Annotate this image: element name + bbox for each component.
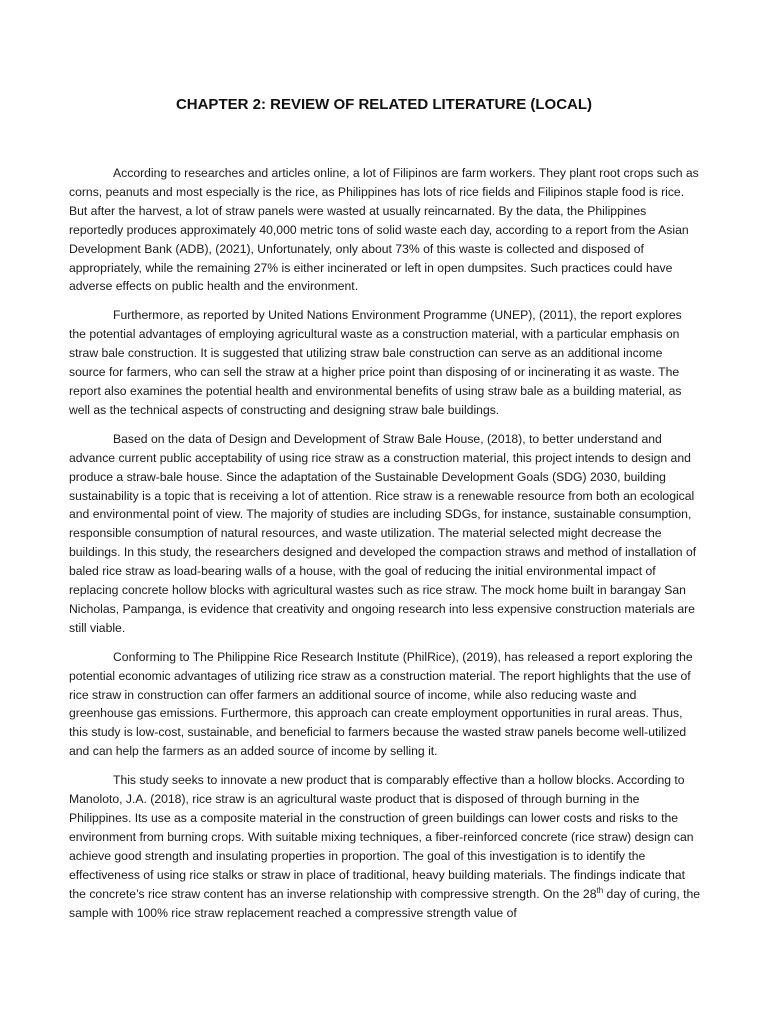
paragraph-4: Conforming to The Philippine Rice Research Institute (PhilRice), (2019), has released a report exploring the potential economic advantages of utilizing rice straw as a construction material. The report highlights that the use of rice straw in construction can offer farmers an additional source of income, while also reducing waste and greenhouse gas emissions. Furthermore, this approach can create employment opportunities in rural areas. Thus, this study is low-cost, sustainable, and beneficial to farmers because the wasted straw panels become well-utilized and can help the farmers as an added source of income by selling it. [69, 649, 693, 759]
page-title: CHAPTER 2: REVIEW OF RELATED LITERATURE (LOCAL) [175, 96, 593, 113]
paragraph-5-text-start: This study seeks to innovate a new product that is comparably effective than a hollow blocks. According to Manoloto, J.A. (2018), rice straw is an agricultural waste product that is disposed of through burning in the Philippines. Its use as a composite material in the construction of green buildings can lower costs and risks to the environment from burning crops. With suitable mixing techniques, a fiber-reinforced concrete (rice straw) design can achieve good strength and insulating properties in proportion. The goal of this investigation is to identify the effectiveness of using rice stalks or straw in place of traditional, heavy building materials. The findings indicate that the concrete’s rice straw content has an inverse relationship with compressive strength. On the 28 [69, 773, 694, 901]
paragraph-2: Furthermore, as reported by United Nations Environment Programme (UNEP), (2011), the report explores the potential advantages of employing agricultural waste as a construction material, with a particular emphasis on straw bale construction. It is suggested that utilizing straw bale construction can serve as an additional income source for farmers, who can sell the straw at a higher price point than disposing of or incinerating it as waste. The report also examines the potential health and environmental benefits of using straw bale as a building material, as well as the technical aspects of constructing and designing straw bale buildings. [69, 308, 682, 417]
paragraph-3: Based on the data of Design and Development of Straw Bale House, (2018), to better understand and advance current public acceptability of using rice straw as a construction material, this project intends to design and produce a straw-bale house. Since the adaptation of the Sustainable Development Goals (SDG) 2030, building sustainability is a topic that is receiving a lot of attention. Rice straw is a renewable resource from both an ecological and environmental point of view. The majority of studies are including SDGs, for instance, sustainable consumption, responsible consumption of natural resources, and waste utilization. The material selected might decrease the buildings. In this study, the researchers designed and developed the compaction straws and method of installation of baled rice straw as load-bearing walls of a house, with the goal of reducing the initial environmental impact of replacing concrete hollow blocks with agricultural wastes such as rice straw. The mock home built in barangay San Nicholas, Pampanga, is evidence that creativity and ongoing research into less expensive construction materials are still viable. [69, 431, 697, 635]
document-body [69, 164, 701, 932]
paragraph-1: According to researches and articles online, a lot of Filipinos are farm workers. They plant root crops such as corns, peanuts and most especially is the rice, as Philippines has lots of rice fields and Filipinos staple food is rice. But after the harvest, a lot of straw panels were wasted at usually reincarnated. By the data, the Philippines reportedly produces approximately 40,000 metric tons of solid waste each day, according to a report from the Asian Development Bank (ADB), (2021), Unfortunately, only about 73% of this waste is collected and disposed of appropriately, while the remaining 27% is either incinerated or left in open dumpsites. Such practices could have adverse effects on public health and the environment. [69, 166, 699, 294]
ordinal-suffix: th [596, 885, 604, 895]
paragraph-5 [69, 771, 701, 922]
paragraph-5-text-end: day of curing, the sample with 100% rice straw replacement reached a compressive strength value of [69, 886, 701, 920]
